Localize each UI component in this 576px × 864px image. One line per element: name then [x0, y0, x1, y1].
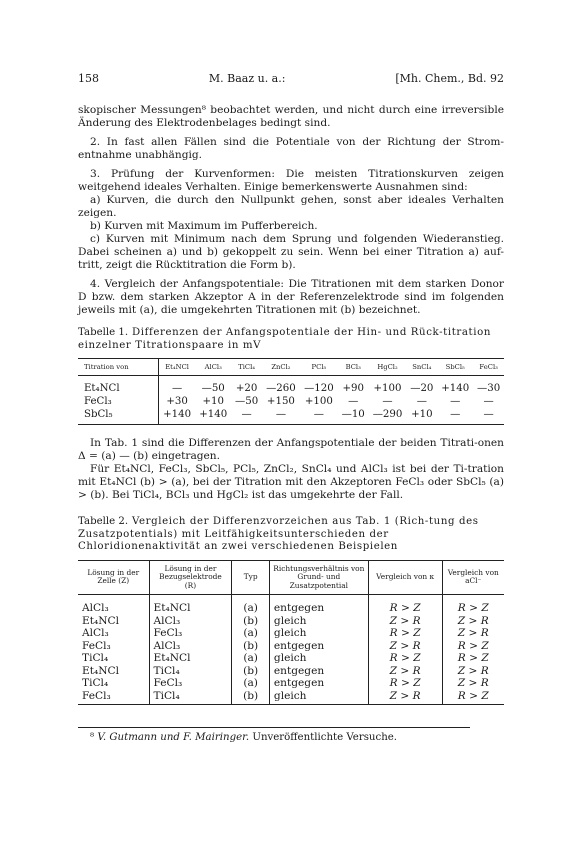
- table-cell: +100: [304, 396, 333, 407]
- list-item: b) Kurven mit Maximum im Pufferbereich.: [90, 220, 318, 232]
- table2: [78, 560, 504, 706]
- spacer: [269, 595, 368, 603]
- table-cell: Et₄NCl: [78, 382, 159, 395]
- table-row: [78, 408, 504, 425]
- table-cell: —: [171, 383, 183, 394]
- table1-caption: [78, 327, 504, 352]
- table-cell: entgegen: [269, 665, 368, 678]
- table-row: [78, 677, 504, 690]
- paragraph: skopischer Messungen⁸ beobachtet werden, und nicht durch eine irreversible Änderung des Elektrodenbelages bedingt sind.: [78, 104, 504, 129]
- table-cell: —: [382, 396, 393, 407]
- table-cell: —: [483, 396, 494, 407]
- table-cell: +90: [342, 383, 364, 394]
- table-cell: R > Z: [368, 627, 442, 640]
- table-cell: (a): [232, 677, 269, 690]
- table-cell: +150: [266, 396, 295, 407]
- table1-label: Tabelle 1.: [78, 327, 129, 338]
- table-cell: +20: [235, 383, 258, 394]
- table-cell: (b): [232, 690, 269, 705]
- table-cell: entgegen: [269, 677, 368, 690]
- table-cell: —50: [201, 383, 225, 394]
- table-cell: —: [473, 408, 504, 425]
- paragraph: 2. In fast allen Fällen sind die Potentiale von der Richtung der Strom-entnahme unabhängig.: [78, 136, 504, 161]
- column-header: AlCl₃: [195, 359, 231, 376]
- table-cell: TiCl₄: [78, 677, 149, 690]
- table1: [78, 358, 504, 425]
- table-cell: (a): [232, 627, 269, 640]
- column-header: Et₄NCl: [159, 359, 196, 376]
- table-row: [78, 640, 504, 653]
- table-row: [78, 615, 504, 628]
- table-cell: +140: [441, 383, 470, 394]
- table-header-row: [78, 560, 504, 595]
- table-cell: R > Z: [368, 677, 442, 690]
- table2-label: Tabelle 2.: [78, 516, 129, 527]
- table-cell: —: [348, 396, 359, 407]
- table-cell: entgegen: [269, 602, 368, 615]
- table-cell: —50: [235, 396, 259, 407]
- table-cell: +10: [407, 408, 438, 425]
- table-row: [78, 665, 504, 678]
- table-cell: Et₄NCl: [78, 665, 149, 678]
- table-cell: Et₄NCl: [78, 615, 149, 628]
- paragraph: 3. Prüfung der Kurvenformen: Die meisten Titrationskurven zeigen weitgehend ideales Verhalten. Einige bemerkenswerte Ausnahmen sind:: [78, 168, 504, 193]
- table-cell: FeCl₃: [149, 627, 232, 640]
- table-cell: —: [450, 396, 461, 407]
- footnote-mark: ⁸: [90, 732, 95, 744]
- table-cell: entgegen: [269, 640, 368, 653]
- column-header: SnCl₄: [407, 359, 438, 376]
- column-header: PCl₅: [300, 359, 338, 376]
- table-cell: Z > R: [457, 627, 489, 640]
- table-cell: R > Z: [457, 652, 489, 665]
- column-header: Typ: [232, 560, 269, 595]
- table-cell: Z > R: [457, 614, 489, 627]
- table-cell: R > Z: [368, 652, 442, 665]
- table-cell: —: [437, 408, 473, 425]
- table-cell: FeCl₃: [78, 640, 149, 653]
- column-header: HgCl₂: [369, 359, 407, 376]
- table-cell: (a): [232, 652, 269, 665]
- table-cell: +140: [195, 408, 231, 425]
- column-header: Richtungsverhältnis von Grund- und Zusatzpotential: [269, 560, 368, 595]
- column-header: FeCl₃: [473, 359, 504, 376]
- table-cell: Z > R: [457, 664, 489, 677]
- table-row: [78, 382, 504, 395]
- column-header: Lösung in der Bezugselektrode (R): [149, 560, 232, 595]
- table-row: [78, 395, 504, 408]
- table-row: [78, 602, 504, 615]
- column-header: ZnCl₂: [262, 359, 300, 376]
- table-cell: —10: [338, 408, 369, 425]
- column-header: SbCl₅: [437, 359, 473, 376]
- table-cell: +30: [166, 396, 188, 407]
- column-header: TiCl₄: [231, 359, 262, 376]
- table-cell: gleich: [269, 652, 368, 665]
- table-cell: —260: [266, 383, 296, 394]
- list-item: c) Kurven mit Minimum nach dem Sprung und folgenden Wiederanstieg. Dabei scheinen a) und b) gekoppelt zu sein. Wenn bei einer Titration a) auf-tritt, zeigt die Rücktitration die Form b).: [78, 233, 504, 271]
- table-cell: R > Z: [368, 602, 442, 615]
- table-cell: —: [300, 408, 338, 425]
- table-cell: +140: [159, 408, 196, 425]
- table-cell: —120: [304, 383, 334, 394]
- table-cell: R > Z: [457, 602, 489, 615]
- running-author: M. Baaz u. a.:: [208, 72, 286, 85]
- table-cell: Z > R: [368, 665, 442, 678]
- spacer: [442, 595, 504, 603]
- paragraph: 4. Vergleich der Anfangspotentiale: Die Titrationen mit dem starken Donor D bzw. dem starken Akzeptor A in der Referenzelektrode sind im folgenden jeweils mit (a), die umgekehrten Titrationen mit (b) bezeichnet.: [78, 278, 504, 316]
- spacer: [78, 595, 149, 603]
- table-cell: —290: [369, 408, 407, 425]
- footnote-authors: V. Gutmann und F. Mairinger.: [97, 732, 250, 744]
- paragraph: In Tab. 1 sind die Differenzen der Anfangspotentiale der beiden Titrati-onen Δ = (a) — (b) eingetragen.: [78, 437, 504, 462]
- page-number: 158: [78, 72, 99, 85]
- table-cell: (a): [232, 602, 269, 615]
- table-cell: TiCl₄: [149, 665, 232, 678]
- table-header-row: [78, 359, 504, 376]
- running-header: [78, 72, 504, 88]
- table-cell: Et₄NCl: [149, 652, 232, 665]
- column-header: BCl₃: [338, 359, 369, 376]
- table-cell: FeCl₃: [78, 395, 159, 408]
- table-cell: (b): [232, 640, 269, 653]
- table-cell: Z > R: [368, 690, 442, 705]
- table-cell: Z > R: [368, 615, 442, 628]
- table-cell: Z > R: [457, 677, 489, 690]
- table-cell: SbCl₅: [78, 408, 159, 425]
- table-cell: AlCl₃: [149, 615, 232, 628]
- table-cell: —: [262, 408, 300, 425]
- table-cell: (b): [232, 615, 269, 628]
- table-cell: R > Z: [442, 690, 504, 705]
- table-cell: AlCl₃: [78, 627, 149, 640]
- table-cell: +10: [202, 396, 224, 407]
- table-cell: TiCl₄: [149, 690, 232, 705]
- table-cell: gleich: [269, 627, 368, 640]
- table-cell: —30: [477, 383, 501, 394]
- table-row: [78, 690, 504, 705]
- spacer: [232, 595, 269, 603]
- table-cell: R > Z: [457, 639, 489, 652]
- table-cell: FeCl₃: [149, 677, 232, 690]
- list-item: a) Kurven, die durch den Nullpunkt gehen, sonst aber ideales Verhalten zeigen.: [78, 194, 504, 219]
- table-row: [78, 652, 504, 665]
- table-cell: Et₄NCl: [149, 602, 232, 615]
- table-cell: +100: [373, 383, 402, 394]
- table-cell: AlCl₃: [149, 640, 232, 653]
- table-cell: TiCl₄: [78, 652, 149, 665]
- table-row: [78, 627, 504, 640]
- table-cell: —: [231, 408, 262, 425]
- journal-reference: [Mh. Chem., Bd. 92: [395, 72, 504, 85]
- spacer: [149, 595, 232, 603]
- table2-title: Vergleich der Differenzvorzeichen aus Tab. 1 (Rich-tung des Zusatzpotentials) mit Leitfähigkeitsunterschieden der Chloridionenaktivität an zwei verschiedenen Beispielen: [78, 516, 479, 552]
- table-cell: Z > R: [368, 640, 442, 653]
- table1-title: Differenzen der Anfangspotentiale der Hin- und Rück-titration einzelner Titrationspaare in mV: [78, 327, 491, 351]
- column-header: Vergleich von aCl⁻: [442, 560, 504, 595]
- column-header: Titration von: [78, 359, 159, 376]
- table-cell: (b): [232, 665, 269, 678]
- table-cell: —: [416, 396, 427, 407]
- column-header: Vergleich von κ: [368, 560, 442, 595]
- table-cell: gleich: [269, 615, 368, 628]
- footnote-text: Unveröffentlichte Versuche.: [252, 732, 398, 744]
- table2-caption: [78, 516, 504, 554]
- column-header: Lösung in der Zelle (Z): [78, 560, 149, 595]
- table-cell: gleich: [269, 690, 368, 705]
- page: [78, 72, 504, 743]
- table-cell: AlCl₃: [78, 602, 149, 615]
- spacer: [368, 595, 442, 603]
- paragraph: Für Et₄NCl, FeCl₃, SbCl₅, PCl₅, ZnCl₂, SnCl₄ und AlCl₃ ist bei der Ti-tration mit Et₄NCl (b) > (a), bei der Titration mit den Akzeptoren FeCl₃ oder SbCl₅ (a) > (b). Bei TiCl₄, BCl₃ und HgCl₂ ist das umgekehrte der Fall.: [78, 463, 504, 501]
- footnote: [78, 727, 470, 743]
- table-cell: FeCl₃: [78, 690, 149, 705]
- table-cell: —20: [410, 383, 434, 394]
